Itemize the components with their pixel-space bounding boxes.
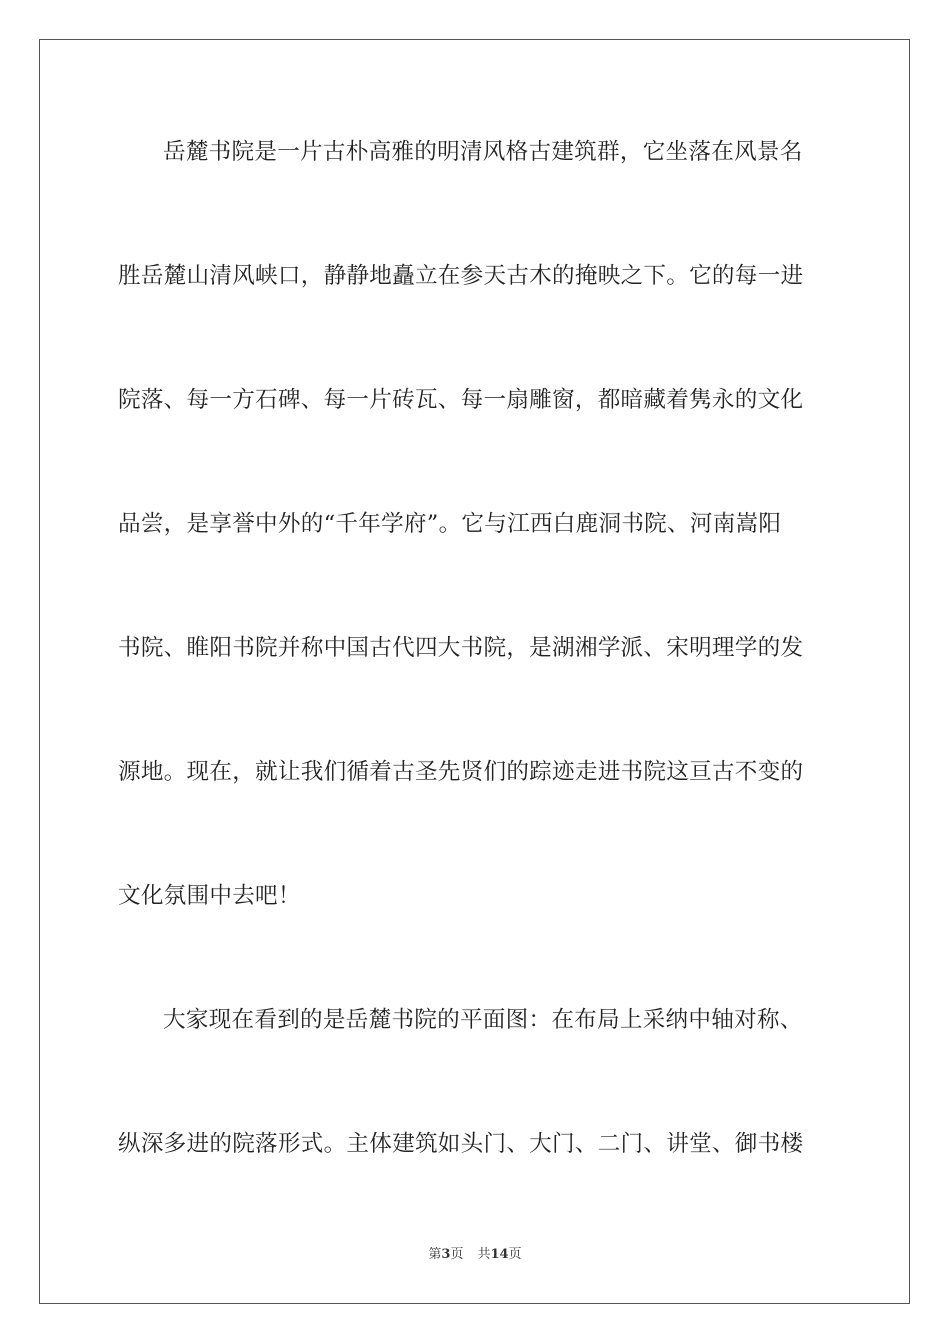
- paragraph-2-line-1: 大家现在看到的是岳麓书院的平面图：在布局上采纳中轴对称、: [163, 1007, 803, 1033]
- page-footer: [0, 1246, 950, 1264]
- page-prefix: 第: [428, 1247, 442, 1262]
- paragraph-1-line-5: 书院、睢阳书院并称中国古代四大书院，是湖湘学派、宋明理学的发: [118, 635, 804, 661]
- page-number: 3: [441, 1247, 451, 1262]
- page-border: [39, 39, 910, 1304]
- total-pages: 14: [490, 1247, 509, 1262]
- page-suffix: 页: [450, 1247, 464, 1262]
- paragraph-1-line-4: 品尝，是享誉中外的“千年学府”。它与江西白鹿洞书院、河南嵩阳: [118, 511, 782, 537]
- total-suffix: 页: [508, 1247, 522, 1262]
- paragraph-1-line-2: 胜岳麓山清风峡口，静静地矗立在参天古木的掩映之下。它的每一进: [118, 263, 804, 289]
- paragraph-1-line-1: 岳麓书院是一片古朴高雅的明清风格古建筑群，它坐落在风景名: [163, 139, 803, 165]
- paragraph-2-line-2: 纵深多进的院落形式。主体建筑如头门、大门、二门、讲堂、御书楼: [118, 1131, 804, 1157]
- total-prefix: 共: [477, 1247, 491, 1262]
- paragraph-1-line-7: 文化氛围中去吧！: [118, 883, 301, 909]
- paragraph-1-line-3: 院落、每一方石碑、每一片砖瓦、每一扇雕窗，都暗藏着隽永的文化: [118, 387, 804, 413]
- paragraph-1-line-6: 源地。现在，就让我们循着古圣先贤们的踪迹走进书院这亘古不变的: [118, 759, 804, 785]
